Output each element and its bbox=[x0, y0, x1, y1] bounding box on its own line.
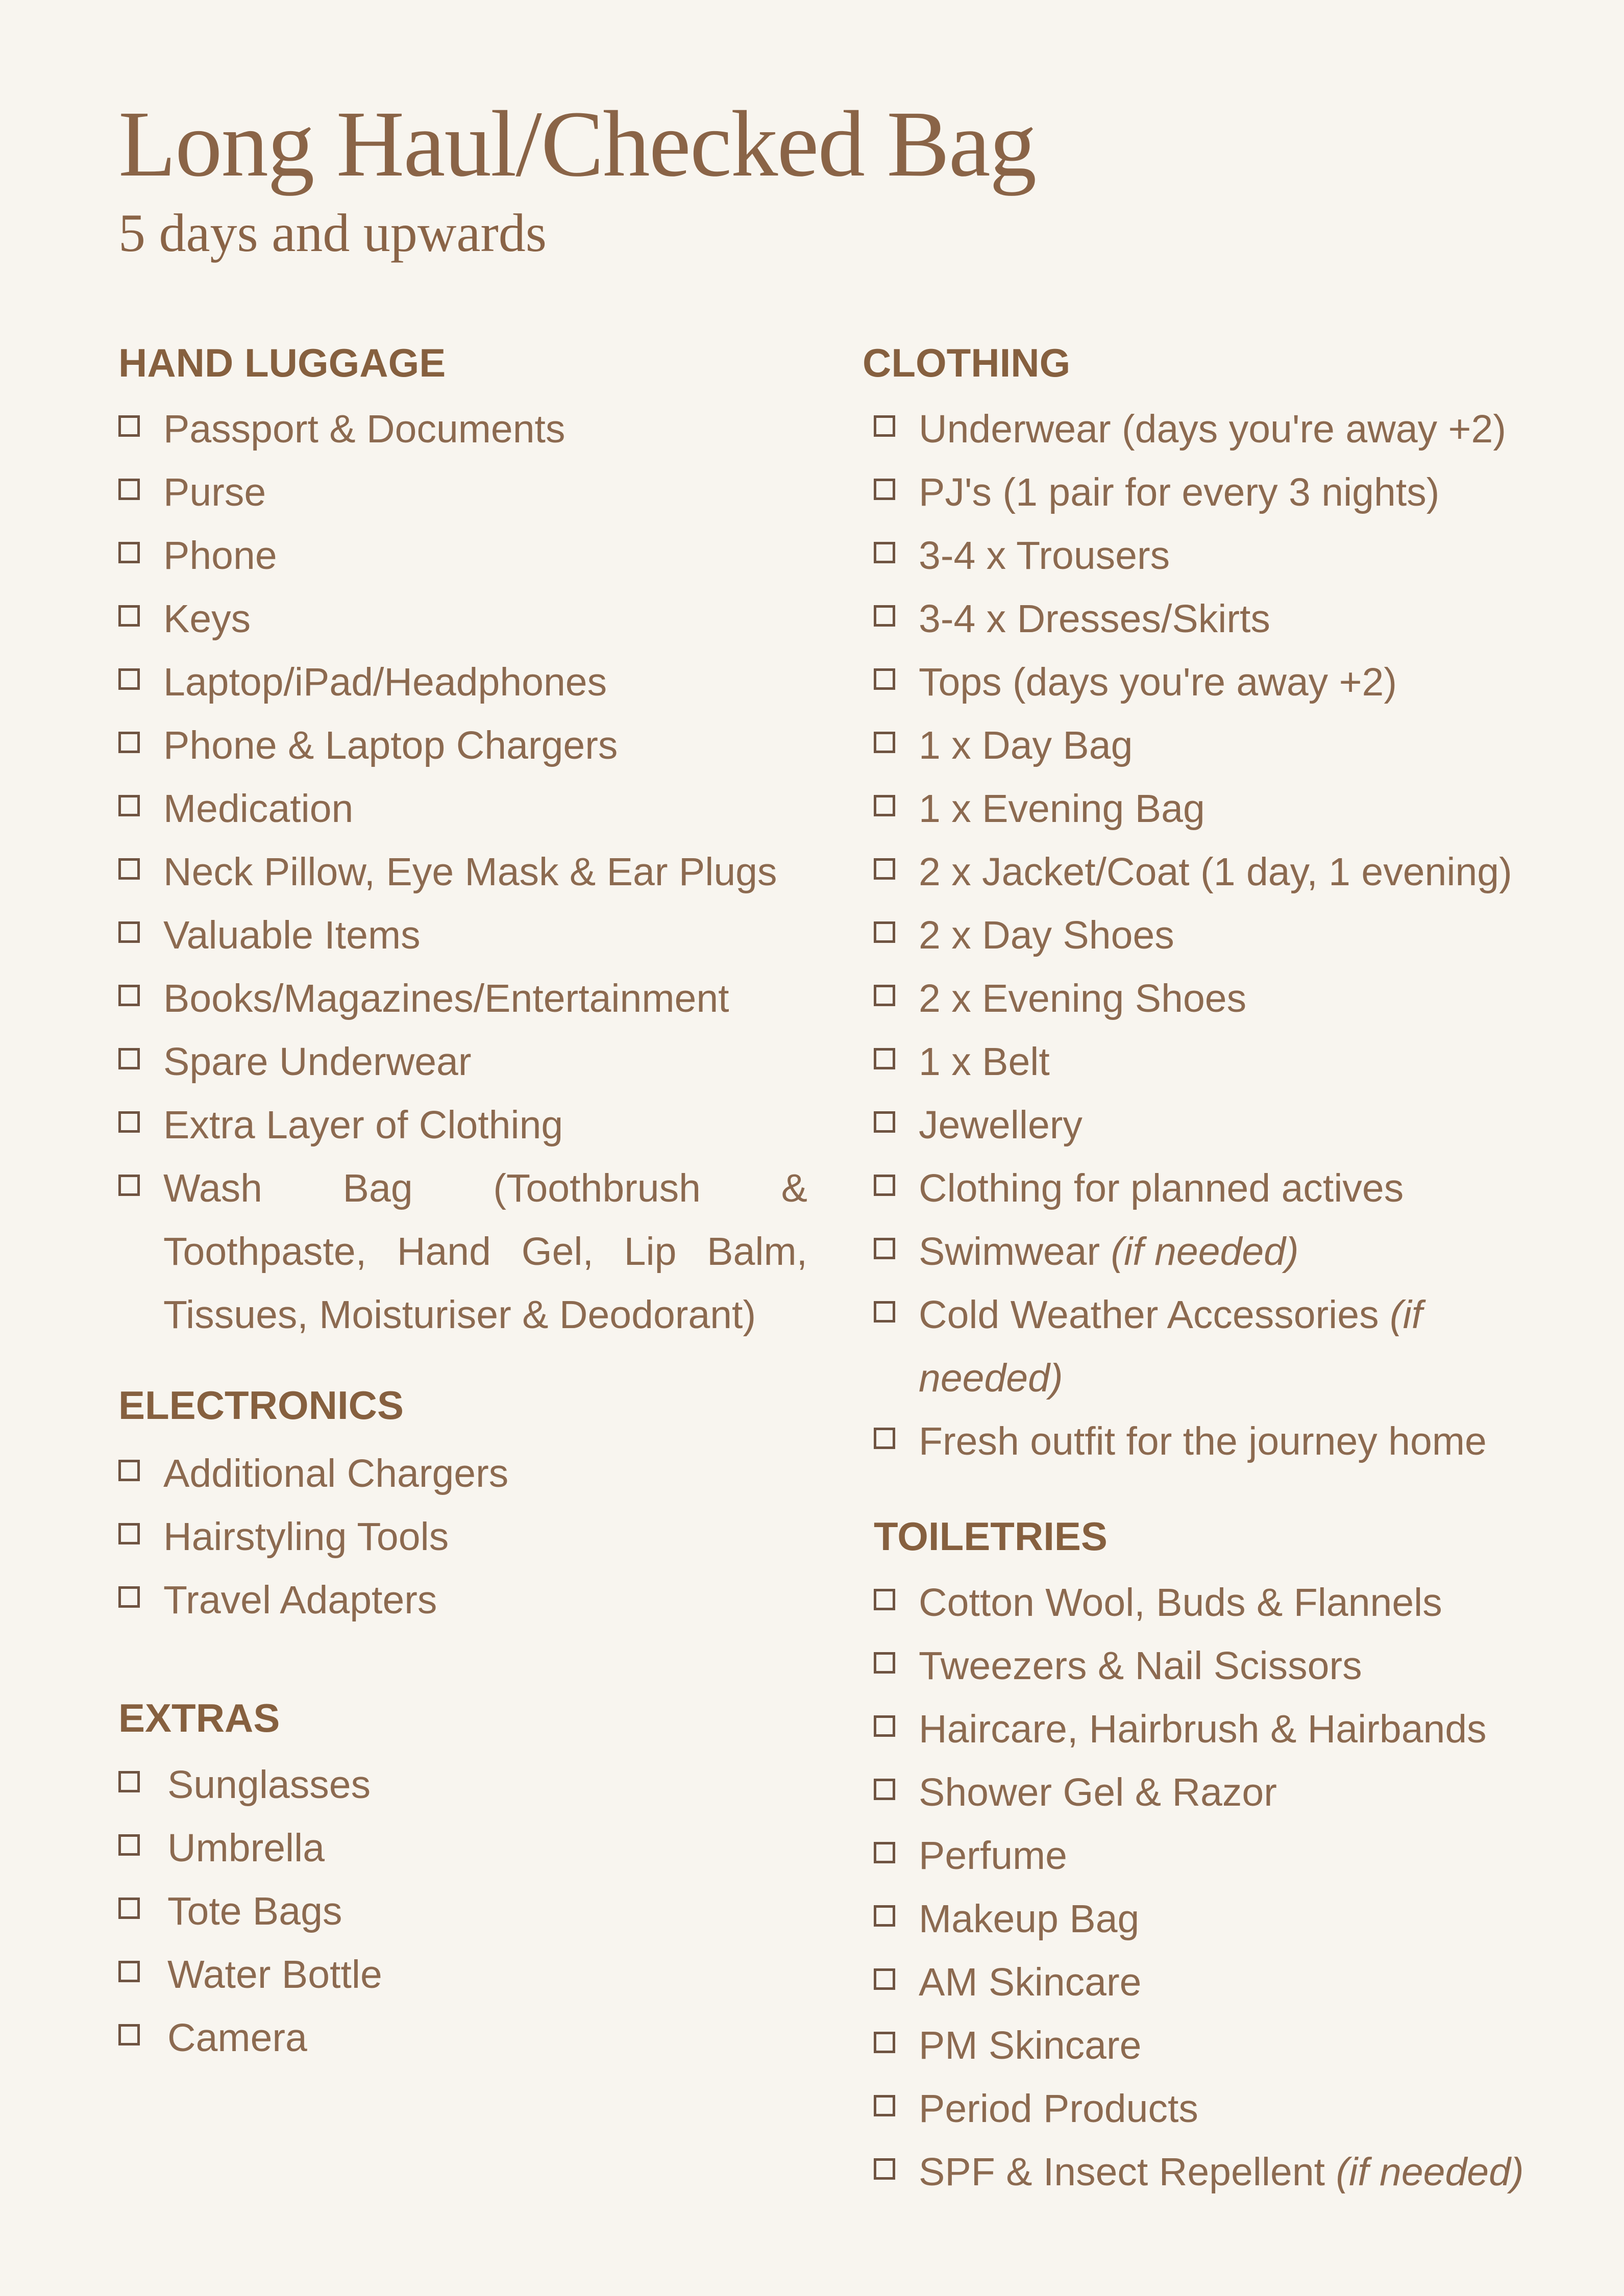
item-label: Tweezers & Nail Scissors bbox=[919, 1644, 1362, 1688]
item-label: 3-4 x Trousers bbox=[919, 534, 1170, 578]
checklist-item bbox=[118, 904, 807, 967]
checklist-item bbox=[118, 1568, 508, 1632]
item-label: Additional Chargers bbox=[163, 1452, 509, 1495]
item-label: Fresh outfit for the journey home bbox=[919, 1419, 1487, 1463]
checklist-item bbox=[874, 1951, 1524, 2014]
item-note: (if bbox=[1390, 1293, 1423, 1337]
checklist bbox=[874, 1571, 1524, 2204]
checklist-item bbox=[874, 1824, 1524, 1887]
checkbox-icon[interactable] bbox=[874, 1905, 895, 1927]
item-label: Underwear (days you're away +2) bbox=[919, 407, 1506, 451]
checkbox-icon[interactable] bbox=[874, 2158, 895, 2180]
item-label: Passport & Documents bbox=[163, 407, 565, 451]
item-label: Umbrella bbox=[167, 1826, 325, 1870]
item-label: PM Skincare bbox=[919, 2024, 1142, 2067]
checkbox-icon[interactable] bbox=[118, 1961, 140, 1982]
item-label: Purse bbox=[163, 470, 266, 514]
checkbox-icon[interactable] bbox=[118, 415, 140, 437]
checkbox-icon[interactable] bbox=[118, 985, 140, 1006]
checklist-item bbox=[118, 397, 807, 461]
page-subtitle: 5 days and upwards bbox=[118, 203, 547, 263]
checkbox-icon[interactable] bbox=[874, 1589, 895, 1610]
checklist-item bbox=[874, 651, 1512, 714]
checkbox-icon[interactable] bbox=[118, 668, 140, 690]
checklist-item bbox=[874, 1030, 1512, 1093]
checkbox-icon[interactable] bbox=[874, 732, 895, 753]
checklist-item bbox=[118, 1943, 382, 2006]
checklist-item bbox=[874, 904, 1512, 967]
checklist-item-cold-weather bbox=[874, 1283, 1512, 1410]
checkbox-icon[interactable] bbox=[874, 1715, 895, 1737]
checklist-item bbox=[874, 587, 1512, 651]
checklist-item bbox=[118, 524, 807, 587]
checkbox-icon[interactable] bbox=[874, 605, 895, 627]
checklist-item bbox=[874, 2077, 1524, 2140]
checkbox-icon[interactable] bbox=[118, 1048, 140, 1069]
item-label: Jewellery bbox=[919, 1103, 1082, 1147]
checklist-item bbox=[874, 461, 1512, 524]
checklist-item bbox=[118, 1030, 807, 1093]
item-label: Phone & Laptop Chargers bbox=[163, 723, 618, 767]
item-label: Medication bbox=[163, 787, 354, 831]
item-label: 1 x Evening Bag bbox=[919, 787, 1205, 831]
checkbox-icon[interactable] bbox=[118, 1175, 140, 1196]
item-label: Hairstyling Tools bbox=[163, 1515, 449, 1559]
checklist-item bbox=[118, 714, 807, 777]
checkbox-icon[interactable] bbox=[874, 1428, 895, 1449]
checkbox-icon[interactable] bbox=[118, 1898, 140, 1919]
page-title: Long Haul/Checked Bag bbox=[118, 92, 1036, 196]
checklist-item bbox=[118, 587, 807, 651]
item-label: Haircare, Hairbrush & Hairbands bbox=[919, 1707, 1487, 1751]
checklist-item bbox=[874, 714, 1512, 777]
section-heading: ELECTRONICS bbox=[118, 1383, 404, 1428]
item-label: 2 x Day Shoes bbox=[919, 913, 1174, 957]
section-heading: HAND LUGGAGE bbox=[118, 340, 446, 385]
checkbox-icon[interactable] bbox=[118, 479, 140, 500]
checklist-item bbox=[874, 1093, 1512, 1157]
item-label: Camera bbox=[167, 2016, 307, 2060]
checkbox-icon[interactable] bbox=[874, 1779, 895, 1800]
section-toiletries bbox=[874, 1516, 1524, 2204]
checklist-item bbox=[874, 777, 1512, 840]
item-label: 3-4 x Dresses/Skirts bbox=[919, 597, 1270, 641]
checklist bbox=[118, 1442, 508, 1632]
checklist-item bbox=[874, 2014, 1524, 2077]
item-label: Keys bbox=[163, 597, 251, 641]
item-note: (if needed) bbox=[1111, 1230, 1299, 1274]
checkbox-icon[interactable] bbox=[874, 1048, 895, 1069]
item-label: Water Bottle bbox=[167, 1953, 382, 1996]
checklist-item bbox=[874, 1157, 1512, 1220]
checklist bbox=[874, 397, 1512, 1473]
checklist-item bbox=[118, 840, 807, 904]
checklist-item bbox=[874, 840, 1512, 904]
checkbox-icon[interactable] bbox=[118, 1586, 140, 1608]
checklist-item bbox=[874, 1761, 1524, 1824]
checklist-item bbox=[118, 1816, 382, 1880]
checklist-item bbox=[874, 1571, 1524, 1634]
checkbox-icon[interactable] bbox=[118, 1771, 140, 1792]
checklist-item bbox=[118, 777, 807, 840]
item-label: 2 x Evening Shoes bbox=[919, 977, 1247, 1020]
checkbox-icon[interactable] bbox=[874, 1238, 895, 1259]
item-label: 2 x Jacket/Coat (1 day, 1 evening) bbox=[919, 850, 1512, 894]
section-electronics bbox=[118, 1385, 508, 1632]
checklist-item bbox=[118, 1093, 807, 1157]
checkbox-icon[interactable] bbox=[874, 921, 895, 943]
item-label: Tops (days you're away +2) bbox=[919, 660, 1397, 704]
item-label-line: Tissues, Moisturiser & Deodorant) bbox=[163, 1293, 756, 1337]
item-label: Makeup Bag bbox=[919, 1897, 1140, 1941]
checkbox-icon[interactable] bbox=[118, 1834, 140, 1856]
item-label-line: Toothpaste, Hand Gel, Lip Balm, bbox=[163, 1230, 807, 1274]
checklist-item bbox=[118, 967, 807, 1030]
item-note: needed) bbox=[919, 1356, 1063, 1400]
checklist-item bbox=[874, 1634, 1524, 1698]
section-heading: TOILETRIES bbox=[874, 1514, 1108, 1559]
checklist-item-wash-bag bbox=[118, 1157, 807, 1346]
item-label: Books/Magazines/Entertainment bbox=[163, 977, 729, 1020]
checkbox-icon[interactable] bbox=[874, 2095, 895, 2116]
item-label: Extra Layer of Clothing bbox=[163, 1103, 563, 1147]
checkbox-icon[interactable] bbox=[874, 795, 895, 816]
checkbox-icon[interactable] bbox=[118, 732, 140, 753]
item-label: Period Products bbox=[919, 2087, 1198, 2131]
checklist-item bbox=[874, 967, 1512, 1030]
checklist-item bbox=[874, 1698, 1524, 1761]
checkbox-icon[interactable] bbox=[118, 858, 140, 880]
checklist bbox=[118, 1753, 382, 2069]
checkbox-icon[interactable] bbox=[118, 795, 140, 816]
checklist-item bbox=[118, 1505, 508, 1568]
item-label: 1 x Belt bbox=[919, 1040, 1050, 1084]
checklist-item-swimwear bbox=[874, 1220, 1512, 1283]
item-label: Swimwear bbox=[919, 1230, 1100, 1274]
section-hand-luggage bbox=[118, 340, 807, 1346]
checkbox-icon[interactable] bbox=[118, 2024, 140, 2045]
item-label: Travel Adapters bbox=[163, 1578, 437, 1622]
checklist-item bbox=[118, 1753, 382, 1816]
checkbox-icon[interactable] bbox=[874, 1111, 895, 1133]
checklist-item bbox=[874, 397, 1512, 461]
checkbox-icon[interactable] bbox=[874, 1301, 895, 1322]
item-label: Clothing for planned actives bbox=[919, 1166, 1404, 1210]
section-heading: CLOTHING bbox=[863, 340, 1071, 385]
checklist-item bbox=[118, 2006, 382, 2069]
item-label: Cold Weather Accessories bbox=[919, 1293, 1379, 1337]
item-label: PJ's (1 pair for every 3 nights) bbox=[919, 470, 1440, 514]
item-label: AM Skincare bbox=[919, 1960, 1142, 2004]
checklist bbox=[118, 397, 807, 1346]
item-label: Tote Bags bbox=[167, 1889, 342, 1933]
checkbox-icon[interactable] bbox=[874, 1652, 895, 1674]
item-label: 1 x Day Bag bbox=[919, 723, 1133, 767]
section-clothing bbox=[863, 340, 1512, 1473]
item-label: Valuable Items bbox=[163, 913, 421, 957]
item-label: Shower Gel & Razor bbox=[919, 1770, 1277, 1814]
checkbox-icon[interactable] bbox=[118, 605, 140, 627]
checkbox-icon[interactable] bbox=[118, 542, 140, 563]
checkbox-icon[interactable] bbox=[118, 921, 140, 943]
item-note: (if needed) bbox=[1336, 2150, 1524, 2194]
section-heading: EXTRAS bbox=[118, 1695, 280, 1740]
item-label: Neck Pillow, Eye Mask & Ear Plugs bbox=[163, 850, 777, 894]
checklist-item bbox=[118, 651, 807, 714]
item-label: Phone bbox=[163, 534, 277, 578]
checkbox-icon[interactable] bbox=[118, 1111, 140, 1133]
checkbox-icon[interactable] bbox=[874, 479, 895, 500]
checkbox-icon[interactable] bbox=[874, 1175, 895, 1196]
checkbox-icon[interactable] bbox=[874, 858, 895, 880]
item-label: SPF & Insect Repellent bbox=[919, 2150, 1325, 2194]
checklist-item bbox=[118, 1442, 508, 1505]
item-label: Spare Underwear bbox=[163, 1040, 472, 1084]
item-label: Cotton Wool, Buds & Flannels bbox=[919, 1581, 1442, 1625]
checkbox-icon[interactable] bbox=[874, 415, 895, 437]
checkbox-icon[interactable] bbox=[874, 1842, 895, 1863]
item-label: Laptop/iPad/Headphones bbox=[163, 660, 607, 704]
checkbox-icon[interactable] bbox=[874, 985, 895, 1006]
checkbox-icon[interactable] bbox=[874, 668, 895, 690]
checklist-item bbox=[118, 1880, 382, 1943]
item-label: Perfume bbox=[919, 1834, 1068, 1878]
checkbox-icon[interactable] bbox=[874, 2032, 895, 2053]
section-extras bbox=[118, 1695, 382, 2069]
item-label-line: Wash Bag (Toothbrush & bbox=[163, 1166, 807, 1210]
checklist-item bbox=[874, 1410, 1512, 1473]
checklist-item bbox=[118, 461, 807, 524]
checkbox-icon[interactable] bbox=[874, 542, 895, 563]
checklist-item bbox=[874, 1887, 1524, 1951]
item-label: Sunglasses bbox=[167, 1763, 371, 1807]
checklist-item-spf bbox=[874, 2140, 1524, 2204]
checkbox-icon[interactable] bbox=[118, 1523, 140, 1544]
checklist-item bbox=[874, 524, 1512, 587]
checkbox-icon[interactable] bbox=[118, 1460, 140, 1481]
checkbox-icon[interactable] bbox=[874, 1968, 895, 1990]
